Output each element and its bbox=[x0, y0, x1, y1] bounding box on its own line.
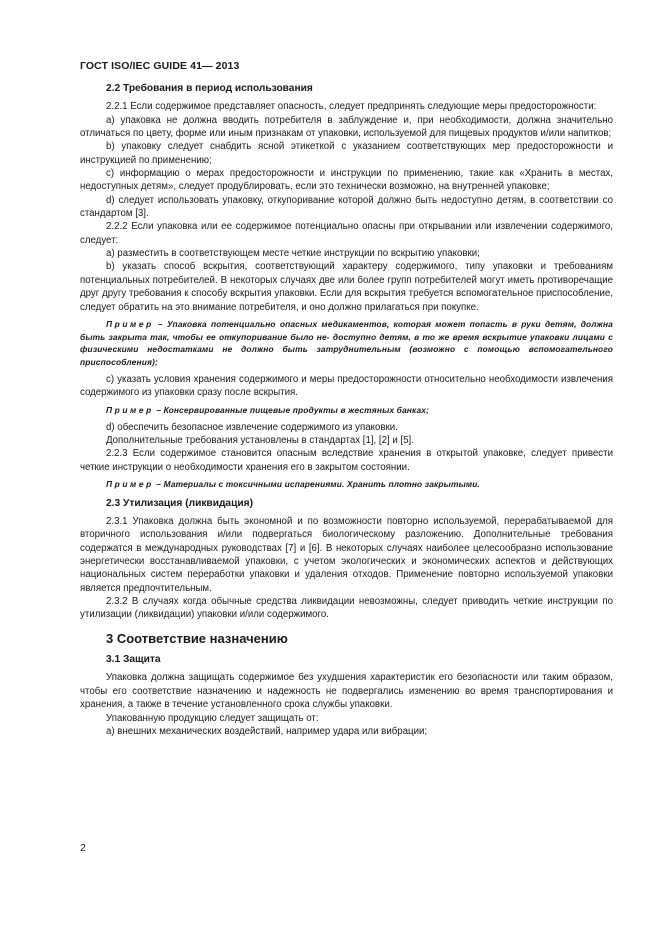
paragraph: 2.2.1 Если содержимое представляет опасность, следует предпринять следующие меры предосторожности: bbox=[106, 101, 597, 113]
paragraph: 2.3.2 В случаях когда обычные средства ликвидации невозможны, следует приводить четкие инструкции по утилизации (ликвидации) упаковки и/или содержимого. bbox=[80, 596, 613, 621]
section-heading: 2.2 Требования в период использования bbox=[106, 83, 313, 94]
paragraph: Упакованную продукцию следует защищать от: bbox=[106, 712, 319, 724]
list-item: a) внешних механических воздействий, например удара или вибрации; bbox=[106, 725, 428, 737]
section-heading: 3.1 Защита bbox=[106, 654, 161, 666]
list-item: b) упаковку следует снабдить ясной этикеткой с указанием соответствующих мер предосторожности и инструкцией по применению; bbox=[80, 141, 613, 166]
example-text: – Упаковка потенциально опасных медикаментов, которая может попасть в руки детям, должна быть закрыта так, чтобы ее откупоривание было не- доступно детям, в то же время вскрытие упаковки лицами с физическими недостатками не должно быть затруднительным (возможно с помощью вспомогательного приспособления); bbox=[80, 318, 613, 368]
paragraph: 2.2.3 Если содержимое становится опасным вследствие хранения в открытой упаковке, следует привести четкие инструкции о необходимости хранения его в закрытом состоянии. bbox=[80, 448, 613, 473]
list-item: c) указать условия хранения содержимого и меры предосторожности относительно необходимости извлечения содержимого из упаковки сразу после вскрытия. bbox=[80, 374, 613, 399]
paragraph: 2.3.1 Упаковка должна быть экономной и по возможности повторно используемой, перерабатываемой для вторичного использования и/или подвергаться биологическому разложению. Дополнительные требования содержатся в международных руководствах [7] и [6]. В некоторых случаях наиболее целесообразно использование энергетически восстанавливаемой упаковки, с учетом экологических и экономических аспектов и действующих национальных систем переработки упаковки и удаления отходов. Применение повторно используемой упаковки является предпочтительным. bbox=[80, 516, 613, 594]
example-label: Пример bbox=[106, 478, 154, 489]
document-body bbox=[80, 82, 613, 738]
example-note bbox=[80, 404, 613, 417]
example-label: Пример bbox=[106, 404, 154, 415]
example-label: Пример bbox=[106, 318, 154, 329]
example-note bbox=[80, 478, 613, 491]
document-header: ГОСТ ISO/IEC GUIDE 41— 2013 bbox=[80, 60, 240, 72]
example-text: – Материалы с токсичными испарениями. Хранить плотно закрытыми. bbox=[156, 478, 480, 489]
list-item: d) следует использовать упаковку, откупоривание которой должно быть недоступно детям, в соответствии со стандартом [3]. bbox=[80, 194, 613, 220]
list-item: c) информацию о мерах предосторожности и инструкции по применению, такие как «Хранить в местах, недоступных детям», следует продублировать, если это технически возможно, на внутренней упаковке; bbox=[80, 168, 613, 193]
page-number: 2 bbox=[80, 842, 86, 854]
list-item: a) упаковка не должна вводить потребителя в заблуждение и, при необходимости, должна значительно отличаться по цвету, форме или иным признакам от упаковки, используемой для пищевых продуктов и/или напитков; bbox=[80, 114, 613, 140]
list-item: d) обеспечить безопасное извлечение содержимого из упаковки. bbox=[106, 421, 398, 433]
list-item: b) указать способ вскрытия, соответствующий характеру содержимого, типу упаковки и требованиям потенциальных потребителей. В некоторых случаях две или более групп потребителей могут иметь противоречащие друг другу требования к способу вскрытия упаковки. Если для вскрытия требуется вспомогательное приспособление, следует обратить на это внимание потребителя, и оно должно прилагаться при покупке. bbox=[80, 261, 613, 313]
list-item: a) разместить в соответствующем месте четкие инструкции по вскрытию упаковки; bbox=[106, 248, 480, 260]
chapter-heading: 3 Соответствие назначению bbox=[106, 630, 288, 646]
example-note bbox=[80, 318, 613, 369]
paragraph: Упаковка должна защищать содержимое без ухудшения характеристик его безопасности или таким образом, чтобы его соответствие назначению и надежность не подвергались изменению во время транспортирования и хранения, а также в течение установленного срока службы упаковки. bbox=[80, 672, 613, 711]
example-text: – Консервированные пищевые продукты в жестяных банках; bbox=[156, 404, 430, 415]
section-heading: 2.3 Утилизация (ликвидация) bbox=[106, 497, 253, 509]
paragraph: Дополнительные требования установлены в стандартах [1], [2] и [5]. bbox=[106, 434, 414, 446]
paragraph: 2.2.2 Если упаковка или ее содержимое потенциально опасны при открывании или извлечении содержимого, следует: bbox=[80, 221, 613, 246]
